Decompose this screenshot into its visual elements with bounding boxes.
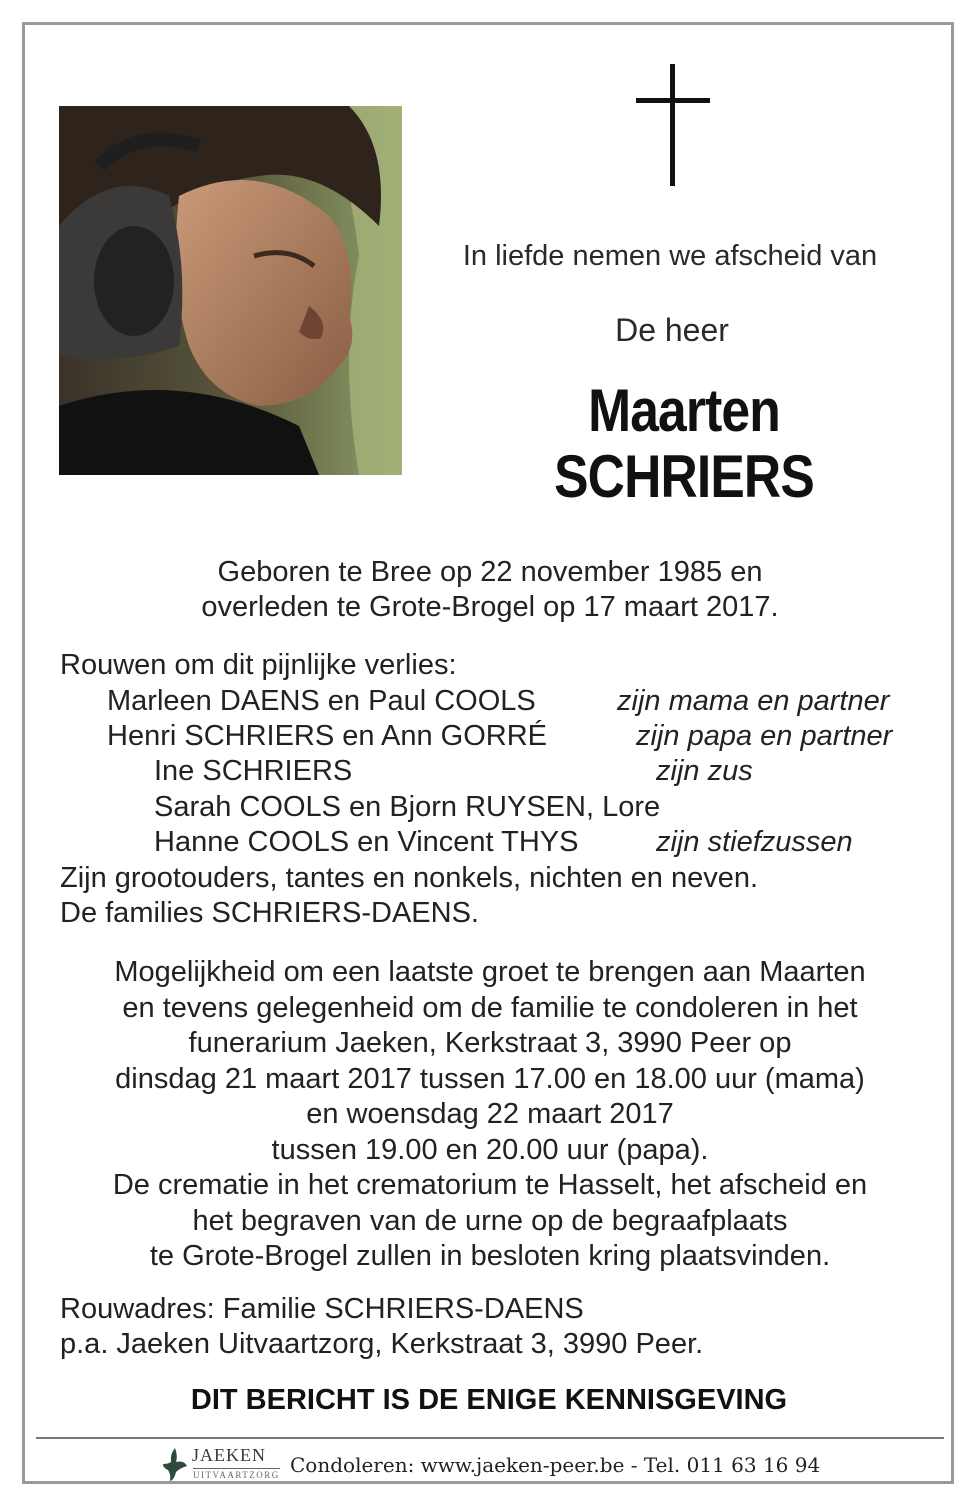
born-line: Geboren te Bree op 22 november 1985 en — [217, 556, 763, 588]
intro-text: In liefde nemen we afscheid van — [462, 240, 878, 272]
address-line: p.a. Jaeken Uitvaartzorg, Kerkstraat 3, 3990 Peer. — [60, 1328, 704, 1360]
mourners-heading: Rouwen om dit pijnlijke verlies: — [60, 649, 457, 681]
mourner-relation: zijn papa en partner — [636, 720, 893, 752]
portrait-photo — [59, 106, 402, 475]
visit-line: en woensdag 22 maart 2017 — [306, 1098, 674, 1130]
honorific: De heer — [615, 312, 729, 348]
visit-line: Mogelijkheid om een laatste groet te brengen aan Maarten — [114, 956, 866, 988]
deceased-first-name: Maarten — [588, 377, 780, 444]
deceased-last-name: SCHRIERS — [554, 443, 814, 510]
died-line: overleden te Grote-Brogel op 17 maart 2017. — [201, 591, 779, 623]
dove-icon — [162, 1446, 188, 1482]
mourner-name: Sarah COOLS en Bjorn RUYSEN, Lore — [154, 791, 661, 823]
visit-line: dinsdag 21 maart 2017 tussen 17.00 en 18.00 uur (mama) — [115, 1062, 865, 1095]
logo-subtitle: UITVAARTZORG — [193, 1470, 280, 1480]
visit-line: en tevens gelegenheid om de familie te condoleren in het — [122, 991, 858, 1024]
mourner-name: Henri SCHRIERS en Ann GORRÉ — [107, 720, 547, 752]
mourner-relation: zijn stiefzussen — [656, 826, 853, 858]
mourner-name: Ine SCHRIERS — [154, 755, 353, 787]
mourner-name: Marleen DAENS en Paul COOLS — [107, 685, 536, 717]
jaeken-logo — [162, 1444, 284, 1484]
cross-icon — [636, 64, 710, 186]
condolence-contact: Condoleren: www.jaeken-peer.be - Tel. 011 63 16 94 — [290, 1453, 821, 1477]
birth-death-info — [80, 555, 900, 625]
mourner-name: Hanne COOLS en Vincent THYS — [154, 826, 579, 858]
visit-line: tussen 19.00 en 20.00 uur (papa). — [271, 1133, 709, 1166]
visit-line: het begraven van de urne op de begraafplaats — [192, 1204, 788, 1237]
visit-line: De crematie in het crematorium te Hasselt, het afscheid en — [112, 1169, 868, 1201]
visit-line: te Grote-Brogel zullen in besloten kring plaatsvinden. — [149, 1240, 831, 1272]
logo-brand: JAEKEN — [192, 1445, 266, 1465]
visit-line: funerarium Jaeken, Kerkstraat 3, 3990 Peer op — [188, 1027, 792, 1059]
address-line: Rouwadres: Familie SCHRIERS-DAENS — [60, 1293, 584, 1325]
notice-text: DIT BERICHT IS DE ENIGE KENNISGEVING — [190, 1384, 788, 1416]
mourner-relation: zijn zus — [656, 755, 753, 787]
extended-family-line: Zijn grootouders, tantes en nonkels, nichten en neven. — [60, 862, 759, 894]
visitation-info — [60, 955, 920, 1275]
mourner-relation: zijn mama en partner — [617, 685, 890, 717]
footer-divider — [36, 1437, 944, 1439]
families-line: De families SCHRIERS-DAENS. — [60, 897, 479, 929]
